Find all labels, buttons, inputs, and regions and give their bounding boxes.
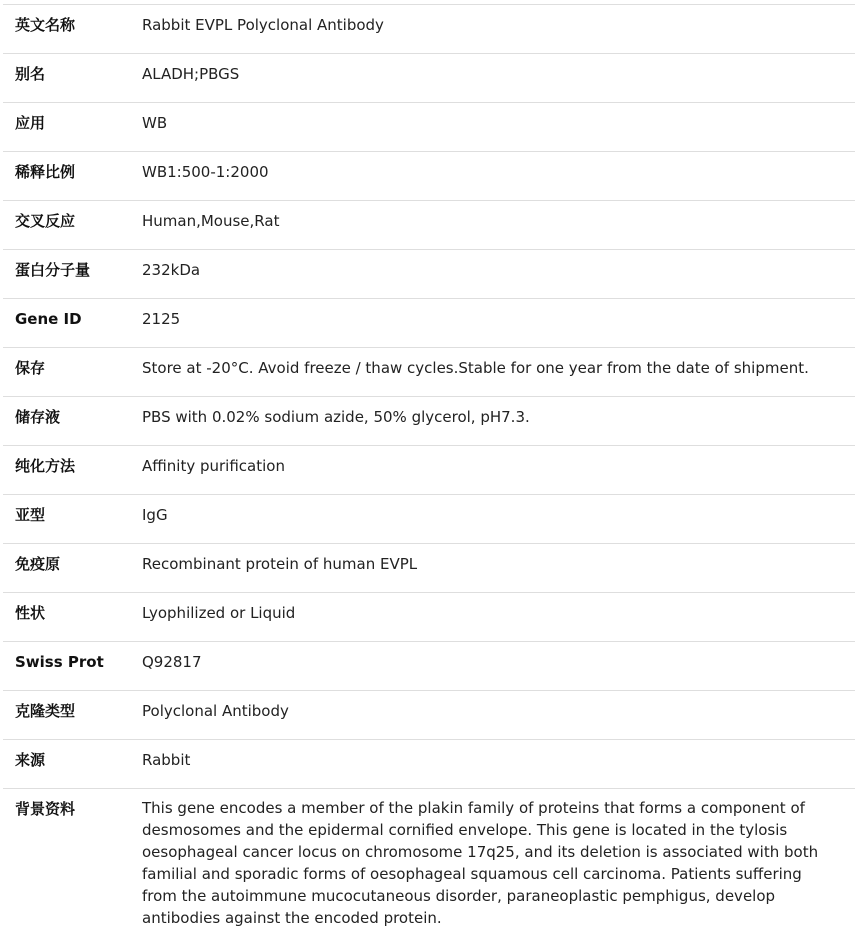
product-spec-table (3, 4, 855, 935)
spec-row-storage (3, 348, 855, 397)
spec-label: Gene ID (3, 299, 142, 348)
spec-value: 2125 (142, 299, 855, 348)
spec-label: 蛋白分子量 (3, 250, 142, 299)
spec-value: Rabbit EVPL Polyclonal Antibody (142, 5, 855, 54)
spec-label: 储存液 (3, 397, 142, 446)
spec-label: 性状 (3, 593, 142, 642)
spec-value: ALADH;PBGS (142, 54, 855, 103)
spec-row-clonality (3, 691, 855, 740)
spec-value: Lyophilized or Liquid (142, 593, 855, 642)
spec-value: WB (142, 103, 855, 152)
spec-value: Human,Mouse,Rat (142, 201, 855, 250)
spec-row-dilution (3, 152, 855, 201)
spec-value: Affinity purification (142, 446, 855, 495)
spec-row-immunogen (3, 544, 855, 593)
spec-label: 别名 (3, 54, 142, 103)
spec-row-buffer (3, 397, 855, 446)
spec-value: 232kDa (142, 250, 855, 299)
spec-label: 保存 (3, 348, 142, 397)
spec-row-reactivity (3, 201, 855, 250)
spec-value: Polyclonal Antibody (142, 691, 855, 740)
spec-row-gene-id (3, 299, 855, 348)
spec-label: 背景资料 (3, 789, 142, 935)
spec-row-background (3, 789, 855, 935)
spec-value: PBS with 0.02% sodium azide, 50% glycerol, pH7.3. (142, 397, 855, 446)
spec-value: Q92817 (142, 642, 855, 691)
spec-row-molecular-weight (3, 250, 855, 299)
spec-label: 纯化方法 (3, 446, 142, 495)
spec-value: WB1:500-1:2000 (142, 152, 855, 201)
spec-row-english-name (3, 5, 855, 54)
spec-value: Store at -20°C. Avoid freeze / thaw cycles.Stable for one year from the date of shipment. (142, 348, 855, 397)
spec-label: 应用 (3, 103, 142, 152)
spec-label: 交叉反应 (3, 201, 142, 250)
spec-value: Recombinant protein of human EVPL (142, 544, 855, 593)
spec-row-alias (3, 54, 855, 103)
spec-row-isotype (3, 495, 855, 544)
spec-row-form (3, 593, 855, 642)
spec-row-host (3, 740, 855, 789)
spec-row-application (3, 103, 855, 152)
spec-label: 稀释比例 (3, 152, 142, 201)
spec-row-purification (3, 446, 855, 495)
spec-label: Swiss Prot (3, 642, 142, 691)
spec-label: 亚型 (3, 495, 142, 544)
spec-label: 克隆类型 (3, 691, 142, 740)
spec-row-swiss-prot (3, 642, 855, 691)
spec-label: 英文名称 (3, 5, 142, 54)
spec-label: 免疫原 (3, 544, 142, 593)
spec-value: Rabbit (142, 740, 855, 789)
spec-value: This gene encodes a member of the plakin family of proteins that forms a component of desmosomes and the epidermal cornified envelope. This gene is located in the tylosis oesophageal cancer locus on chromosome 17q25, and its deletion is associated with both familial and sporadic forms of oesophageal squamous cell carcinoma. Patients suffering from the autoimmune mucocutaneous disorder, paraneoplastic pemphigus, develop antibodies against the encoded protein. (142, 789, 855, 935)
spec-label: 来源 (3, 740, 142, 789)
spec-value: IgG (142, 495, 855, 544)
